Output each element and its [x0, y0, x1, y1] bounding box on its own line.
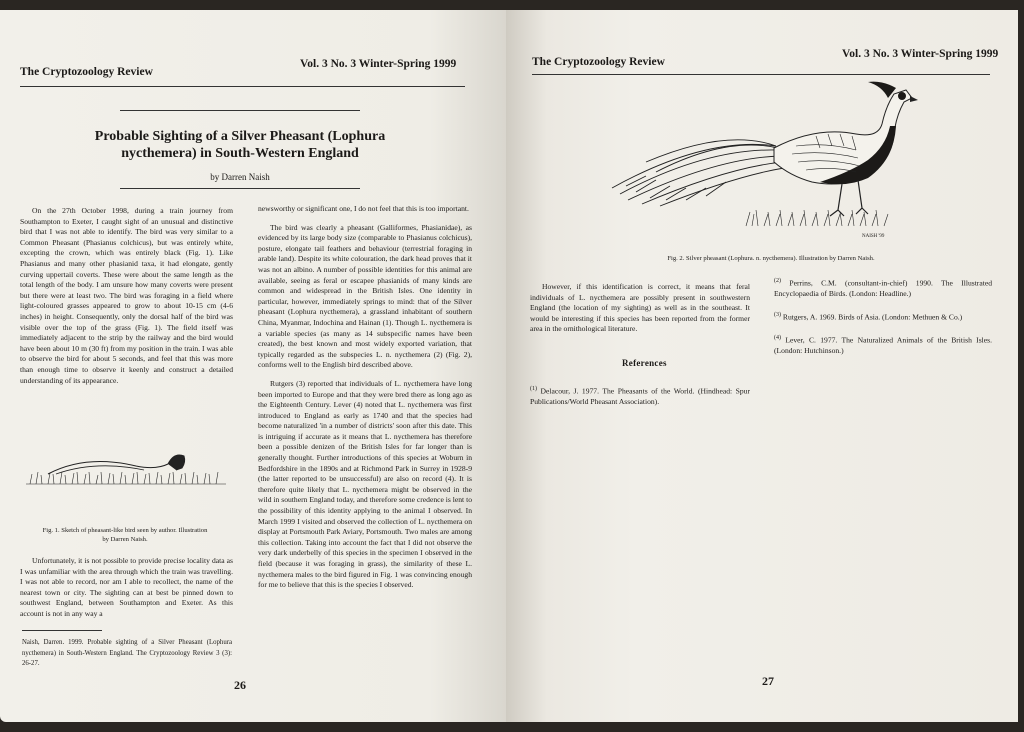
references-col-2 [774, 276, 992, 367]
fig1-sketch [26, 448, 226, 488]
book-spread [0, 10, 1024, 732]
running-head-journal: The Cryptozoology Review [20, 66, 153, 78]
reference-item [530, 384, 750, 408]
reference-text: Perrins, C.M. (consultant-in-chief) 1990. The Illustrated Encyclopaedia of Birds. (London: Headline.) [774, 278, 992, 299]
fig2-caption: Fig. 2. Silver pheasant (Lophura. n. nycthemera). Illustration by Darren Naish. [667, 255, 875, 262]
reference-text: Lever, C. 1977. The Naturalized Animals of the British Isles. (London: Hutchinson.) [774, 335, 992, 355]
references-col-1 [530, 384, 750, 418]
reference-number: (1) [530, 386, 537, 392]
fig2-artist-signature: NAISH '99 [862, 234, 885, 239]
byline: by Darren Naish [210, 172, 270, 182]
reference-text: Delacour, J. 1977. The Pheasants of the World. (Hindhead: Spur Publications/World Pheasant Association). [530, 386, 750, 407]
column-2 [258, 204, 472, 599]
paragraph: The bird was clearly a pheasant (Galliformes, Phasianidae), as evidenced by its large body size (comparable to Phasianus colchicus), posture, elongate tail feathers and behaviour (terrestrial foraging in arable land). Despite its white colouration, the dark head proves that it was not an albino. A number of possible identities for this animal are available, seeing as feral or escapee phasianids of many kinds are common and widespread in the British Isles. One identity in particular, however, immediately springs to mind: that of the Silver pheasant (Lophura nycthemera), a grassland inhabitant of southern China, Myanmar, Indochina and Hainan (1). Though L. nycthemera is a variable species (as many as 14 subspecific names have been created), the best known and most widely exported variation, that typically regarded as the subspecies L. n. nycthemera (2) (Fig. 2), conforms well to the English bird described above. [258, 222, 472, 370]
article-citation: Naish, Darren. 1999. Probable sighting of a Silver Pheasant (Lophura nycthemera) in South-Western England. The Cryptozoology Review 3 (3): 26-27. [22, 639, 232, 667]
right-column-1 [530, 282, 750, 343]
header-rule [532, 74, 990, 75]
fig2-silver-pheasant-illustration [606, 76, 926, 244]
running-head-issue: Vol. 3 No. 3 Winter-Spring 1999 [842, 48, 999, 60]
reference-item [774, 310, 992, 323]
column-1 [20, 206, 233, 394]
fig1-caption: Fig. 1. Sketch of pheasant-like bird seen by author. Illustration by Darren Naish. [42, 527, 208, 544]
running-head-journal: The Cryptozoology Review [532, 56, 665, 68]
references-heading: References [622, 358, 667, 368]
paragraph: newsworthy or significant one, I do not feel that this is too important. [258, 204, 469, 213]
header-rule [20, 86, 465, 87]
title-rule-bottom [120, 188, 360, 189]
article-title: Probable Sighting of a Silver Pheasant (Lophura nycthemera) in South-Western England [94, 129, 386, 161]
title-rule-top [120, 110, 360, 111]
reference-number: (4) [774, 334, 781, 341]
reference-item [774, 333, 992, 357]
page-number-left: 26 [234, 678, 246, 692]
footnote-rule [22, 630, 102, 631]
right-page [506, 10, 1018, 722]
page-number-right: 27 [762, 674, 774, 688]
running-head-issue: Vol. 3 No. 3 Winter-Spring 1999 [300, 58, 457, 70]
paragraph: However, if this identification is correct, it means that feral individuals of L. nycthemera are possibly present in southwestern England (the location of my sighting) as well as in the southeast. It would be interesting if this species has been reported from the former area in the ornithological literature. [530, 282, 750, 334]
reference-number: (3) [774, 311, 781, 318]
reference-number: (2) [774, 278, 781, 284]
reference-item [774, 276, 992, 300]
paragraph: Rutgers (3) reported that individuals of L. nycthemera have long been imported to Europe and that they were bred there as long ago as the Eighteenth Century. Lever (4) noted that L. nycthemera was first introduced to England as early as 1740 and that the species had become naturalized 'in a number of districts' soon after this date. This is intriguing if accurate as it means that L. nycthemera has therefore been a possible denizen of the British Isles for far longer than is generally thought. Further introductions of this species at Woburn in Bedfordshire in the 1890s and at Richmond Park in Surrey in 1928-9 (the latter reported to be unsuccessful) are also on record (4). It is therefore quite likely that L. nycthemera might be observed in the wild in southern England today, and therefore some credence is lent to the possibility of this identity applying to the animal I observed. In March 1999 I visited and observed the collection of L. nycthemera on display at Portsmouth Park Aviary, Portsmouth. Two males are among this collection. Taking into account the fact that I did not observe the very dark underbelly of this species in the specimen I observed in the field (because it was foraging in grass), the similarity of these L. nycthemera males to the bird figured in Fig. 1 was convincing enough for me to believe that this is the species I observed. [258, 378, 472, 590]
paragraph: On the 27th October 1998, during a train journey from Southampton to Exeter, I caught sight of an unusual and distinctive bird that I was not able to identify. The bird was very similar to a Common Pheasant (Phasianus colchicus), but was entirely white, excepting the crown, which was entirely black (Fig. 1). Like Phasianus and many other phasianid taxa, it had elongate, gently curving uppertail coverts. These were about the same length as the total length of the body. I am unsure how many coverts were present but there were at least two. The bird was foraging in a field where light-coloured grasses appeared to grow to about 10-15 cm (4-6 inches) in height. Consequently, only the dorsal half of the bird was visible over the top of the grass (Fig. 1). The field itself was immediately adjacent to the strip by the railway and the bird would have been about 10 m (30 ft) from my position in the train. I was able to observe the bird for about 5 seconds, and feel that this was more than enough time to observe it keenly and construct a detailed understanding of its appearance. [20, 206, 233, 385]
left-page [0, 10, 506, 722]
reference-text: Rutgers, A. 1969. Birds of Asia. (London: Methuen & Co.) [782, 312, 963, 322]
paragraph: Unfortunately, it is not possible to provide precise locality data as I was unfamiliar with the area through which the train was travelling. I was not able to record, nor am I able to recollect, the name of the nearest town or city. The sighting can at best be pinned down to southwest England, between Southampton and Exeter. As this account is not in any way a [20, 556, 233, 618]
column-1-continued [20, 556, 233, 628]
